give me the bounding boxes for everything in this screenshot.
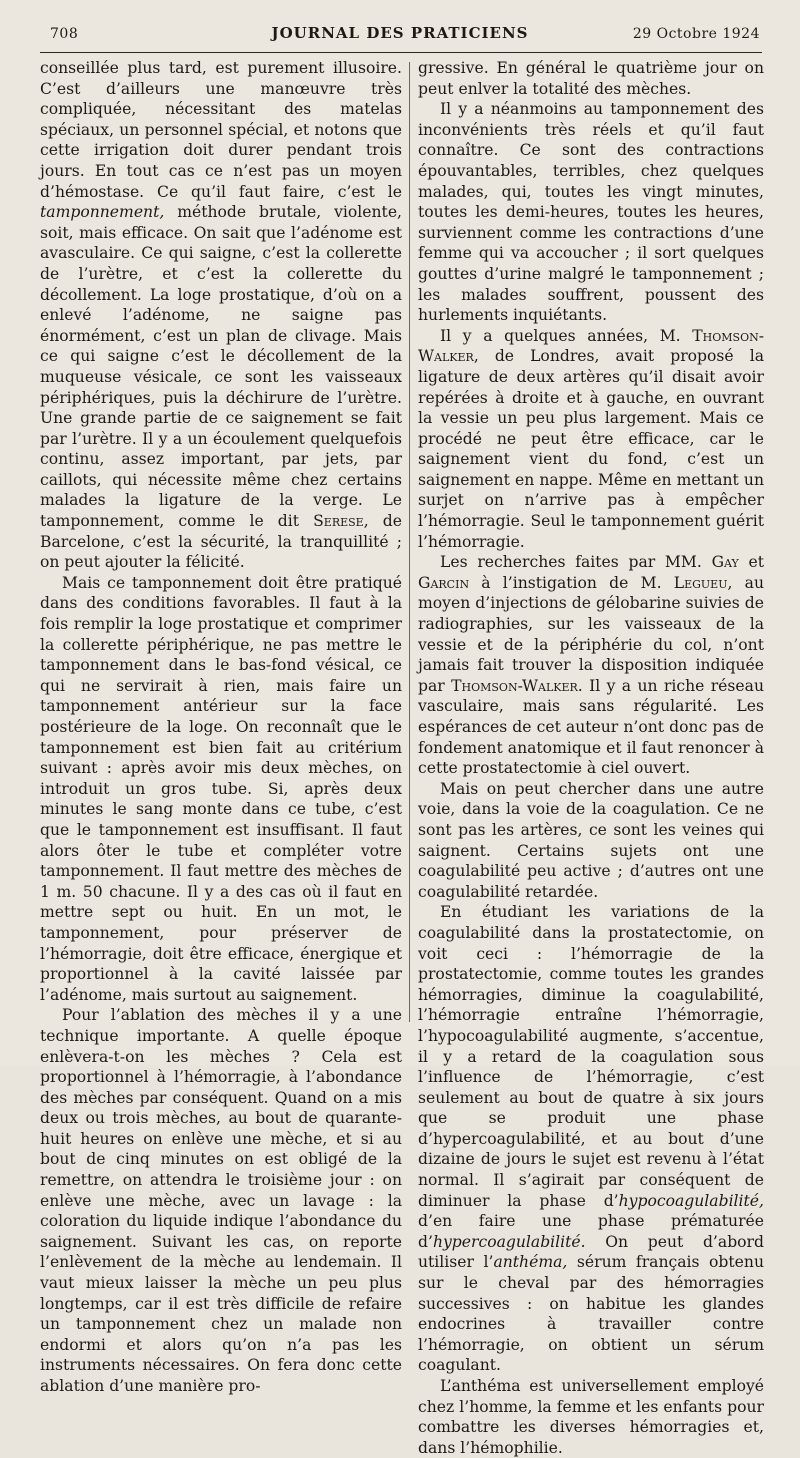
paragraph: Il y a quelques années, M. Thomson-Walker, de Londres, avait proposé la ligature de deux artères qu’il disait avoir repérées à droite et à gauche, en ouvrant la vessie un peu plus largement. Mais ce procédé ne peut être efficace, car le saignement vient du fond, c’est un saignement en nappe. Même en mettant un surjet on n’arrive pas à empêcher l’hémorragie. Seul le tamponnement guérit l’hémorragie.: [418, 326, 764, 551]
left-column: [40, 58, 402, 1397]
issue-date: 29 Octobre 1924: [632, 26, 760, 42]
paragraph: En étudiant les variations de la coagulabilité dans la prostatectomie, on voit ceci : l’hémorragie de la prostatectomie, comme toutes les grandes hémorragies, diminue la coagulabilité, l’hémorragie entraîne l’hémorragie, l’hypocoagulabilité augmente, s’accentue, il y a retard de la coagulation sous l’influence de l’hémorragie, c’est seulement au bout de quatre à six jours que se produit une phase d’hypercoagulabilité, et au bout d’une dizaine de jours le sujet est revenu à l’état normal. Il s’agirait par conséquent de diminuer la phase d’hypocoagulabilité, d’en faire une phase prématurée d’hypercoagulabilité. On peut d’abord utiliser l’anthéma, sérum français obtenu sur le cheval par des hémorragies successives : on habitue les glandes endocrines à travailler contre l’hémorragie, on obtient un sérum coagulant.: [418, 903, 764, 1375]
column-divider: [409, 62, 410, 1022]
paragraph: gressive. En général le quatrième jour on peut enlver la totalité des mèches.: [418, 59, 764, 98]
paragraph: conseillée plus tard, est purement illusoire. C’est d’ailleurs une manœuvre très compliquée, nécessitant des matelas spéciaux, un personnel spécial, et notons que cette irrigation doit durer pendant trois jours. En tout cas ce n’est pas un moyen d’hémostase. Ce qu’il faut faire, c’est le tamponnement, méthode brutale, violente, soit, mais efficace. On sait que l’adénome est avasculaire. Ce qui saigne, c’est la collerette de l’urètre, et c’est la collerette du décollement. La loge prostatique, d’où on a enlevé l’adénome, ne saigne pas énormément, c’est un plan de clivage. Mais ce qui saigne c’est le décollement de la muqueuse vésicale, ce sont les vaisseaux périphériques, puis la déchirure de l’urètre. Une grande partie de ce saignement se fait par l’urètre. Il y a un écoulement quelquefois continu, assez important, par jets, par caillots, qui nécessite même chez certains malades la ligature de la verge. Le tamponnement, comme le dit Serese, de Barcelone, c’est la sécurité, la tranquillité ; on peut ajouter la félicité.: [40, 59, 402, 572]
paragraph: Mais ce tamponnement doit être pratiqué dans des conditions favorables. Il faut à la fois remplir la loge prostatique et comprimer la collerette périphérique, ne pas mettre le tamponnement dans le bas-fond vésical, ce qui ne servirait à rien, mais faire un tamponnement antérieur sur la face postérieure de la loge. On reconnaît que le tamponnement est bien fait au critérium suivant : après avoir mis deux mèches, on introduit un gros tube. Si, après deux minutes le sang monte dans ce tube, c’est que le tamponnement est insuffisant. Il faut alors ôter le tube et compléter votre tamponnement. Il faut mettre des mèches de 1 m. 50 chacune. Il y a des cas où il faut en mettre sept ou huit. En un mot, le tamponnement, pour préserver de l’hémorragie, doit être efficace, énergique et proportionnel à la cavité laissée par l’adénome, mais surtout au saignement.: [40, 573, 402, 1004]
journal-title: JOURNAL DES PRATICIENS: [271, 24, 529, 42]
paragraph: L’anthéma est universellement employé chez l’homme, la femme et les enfants pour combattre les diverses hémorragies et, dans l’hémophilie.: [418, 1377, 764, 1457]
page-header: [40, 22, 760, 48]
right-column: [418, 58, 764, 1458]
paragraph: Les recherches faites par MM. Gay et Garcin à l’instigation de M. Legueu, au moyen d’injections de gélobarine suivies de radiographies, sur les vaisseaux de la vessie et de la périphérie du col, n’ont jamais fait trouver la disposition indiquée par Thomson-Walker. Il y a un riche réseau vasculaire, mais sans régularité. Les espérances de cet auteur n’ont donc pas de fondement anatomique et il faut renoncer à cette prostatectomie à ciel ouvert.: [418, 553, 765, 778]
paragraph: Pour l’ablation des mèches il y a une technique importante. A quelle époque enlèvera-t-on les mèches ? Cela est proportionnel à l’hémorragie, à l’abondance des mèches par conséquent. Quand on a mis deux ou trois mèches, au bout de quarante-huit heures on enlève une mèche, et si au bout de cinq minutes on est obligé de la remettre, on attendra le troisième jour : on enlève une mèche, avec un lavage : la coloration du liquide indique l’abondance du saignement. Suivant les cas, on reporte l’enlèvement de la mèche au lendemain. Il vaut mieux laisser la mèche un peu plus longtemps, car il est très difficile de refaire un tamponnement chez un malade non endormi et alors qu’on n’a pas les instruments nécessaires. On fera donc cette ablation d’une manière pro-: [40, 1006, 402, 1395]
page-number: 708: [50, 26, 79, 42]
paragraph: Il y a néanmoins au tamponnement des inconvénients très réels et qu’il faut connaître. Ce sont des contractions épouvantables, terribles, chez quelques malades, qui, toutes les vingt minutes, toutes les demi-heures, toutes les heures, surviennent comme les contractions d’une femme qui va accoucher ; il sort quelques gouttes d’urine malgré le tamponnement ; les malades souffrent, poussent des hurlements inquiétants.: [418, 100, 764, 325]
header-rule: [40, 52, 762, 53]
paragraph: Mais on peut chercher dans une autre voie, dans la voie de la coagulation. Ce ne sont pas les artères, ce sont les veines qui saignent. Certains sujets ont une coagulabilité peu active ; d’autres ont une coagulabilité retardée.: [418, 779, 764, 901]
